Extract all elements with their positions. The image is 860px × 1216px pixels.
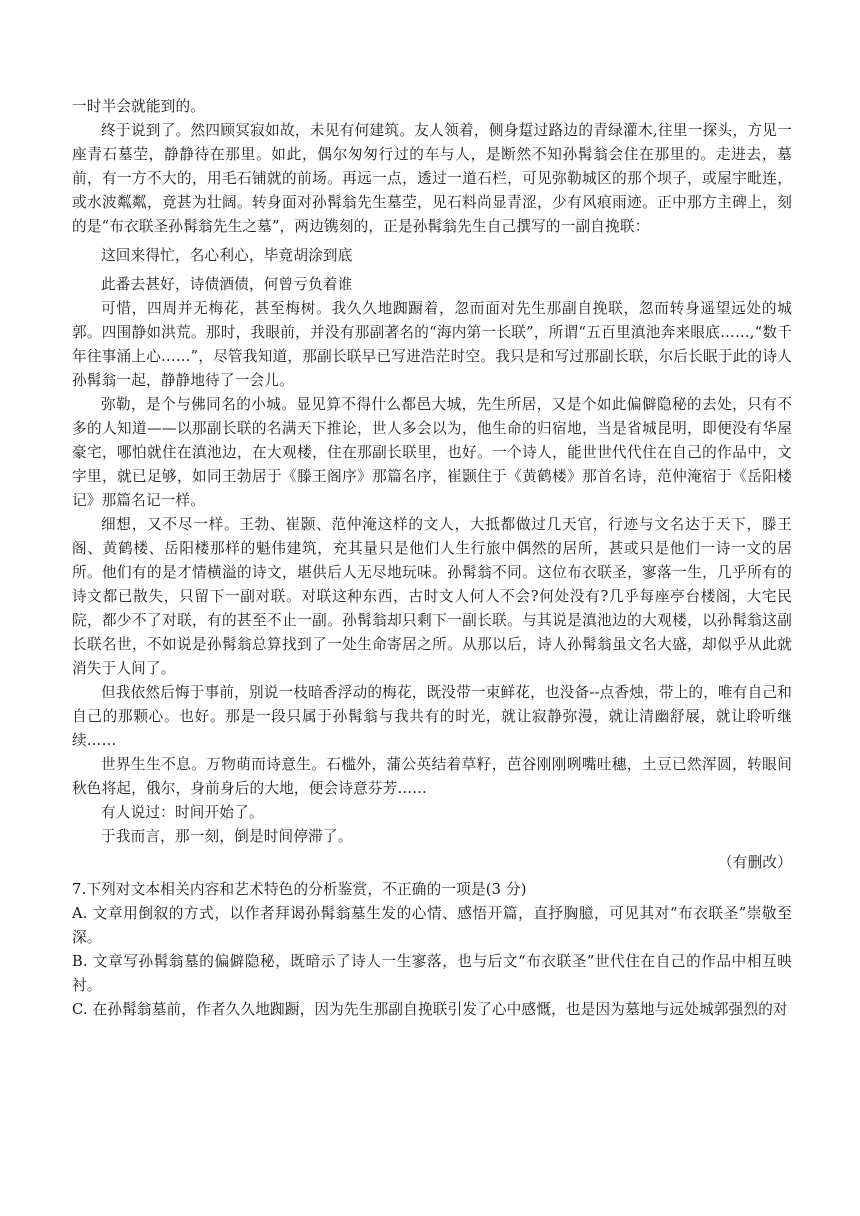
paragraph-poetic-world: 世界生生不息。万物萌而诗意生。石槛外，蒲公英结着草籽，芭谷刚刚咧嘴吐穗，土豆已然浑圆，转眼间秋色将起，俄尔，身前身后的大地，便会诗意芬芳…… [72,756,792,797]
couplet-line-2: 此番去甚好，诗债酒债，何曾亏负着谁 [101,276,353,293]
option-c: C. 在孙髯翁墓前，作者久久地踟蹰，因为先生那副自挽联引发了心中感慨，也是因为墓地与远处城郭强烈的对 [72,1001,788,1018]
paragraph-comparison: 细想，又不尽一样。王勃、崔颢、范仲淹这样的文人，大抵都做过几天官，行迹与文名达于天下，滕王阁、黄鹤楼、岳阳楼那样的魁伟建筑，充其量只是他们人生行旅中偶然的居所，甚或只是他们一诗一文的居所。他们有的是才情横溢的诗文，堪供后人无尽地玩味。孙髯翁不同。这位布衣联圣，寥落一生，几乎所有的诗文都已散失，只留下一副对联。对联这种东西，古时文人何人不会?何处没有?几乎每座亭台楼阁，大宅民院，都少不了对联，有的甚至不止一副。孙髯翁却只剩下一副长联。与其说是滇池边的大观楼，以孙髯翁这副长联名世，不如说是孙髯翁总算找到了一处生命寄居之所。从那以后，诗人孙髯翁虽文名大盛，却似乎从此就消失于人间了。 [72,516,792,677]
couplet-line-1: 这回来得忙，名心利心，毕竟胡涂到底 [101,247,353,264]
question-7-title: 7.下列对文本相关内容和艺术特色的分析鉴赏，不正确的一项是(3 分) [72,881,527,898]
option-b: B. 文章写孙髯翁墓的偏僻隐秘，既暗示了诗人一生寥落，也与后文“布衣联圣”世代住在自己的作品中相互映衬。 [72,953,792,994]
paragraph-mile-town: 弥勒，是个与佛同名的小城。显见算不得什么都邑大城，先生所居，又是个如此偏僻隐秘的去处，只有不多的人知道——以那副长联的名满天下推论，世人多会以为，他生命的归宿地，当是省城昆明，即便没有华屋豪宅，哪怕就住在滇池边，在大观楼，住在那副长联里，也好。一个诗人，能世世代代住在自己的作品中，文字里，就已足够，如同王勃居于《滕王阁序》那篇名序，崔颢住于《黄鹤楼》那首名诗，范仲淹宿于《岳阳楼记》那篇名记一样。 [72,396,792,509]
paragraph-no-plum: 可惜，四周并无梅花，甚至梅树。我久久地踟蹰着，忽而面对先生那副自挽联，忽而转身遥望远处的城郭。四围静如洪荒。那时，我眼前，并没有那副著名的“海内第一长联”，所谓“五百里滇池奔来眼底……,“数千年往事涌上心……”，尽管我知道，那副长联早已写进浩茫时空。我只是和写过那副长联，尔后长眠于此的诗人孙髯翁一起，静静地待了一会儿。 [72,300,792,389]
paragraph-tomb-arrival: 终于说到了。然四顾冥寂如故，未见有何建筑。友人领着，侧身踅过路边的青绿灌木,往里一探头，方见一座青石墓茔，静静待在那里。如此，偶尔匆匆行过的车与人，是断然不知孙髯翁会住在那里的。走进去，墓前，有一方不大的，用毛石铺就的前场。再远一点，透过一道石栏，可见弥勒城区的那个坝子，或屋宇毗连，或水波粼粼，竟甚为壮阔。转身面对孙髯翁先生墓茔，见石料尚显青涩，少有风痕雨迹。正中那方主碑上，刻的是“布衣联圣孙髯翁先生之墓”，两边镌刻的，正是孙髯翁先生自己撰写的一副自挽联： [72,122,792,235]
paragraph-regret: 但我依然后悔于事前，别说一枝暗香浮动的梅花，既没带一束鲜花，也没备--点香烛，带上的，唯有自己和自己的那颗心。也好。那是一段只属于孙髯翁与我共有的时光，就让寂静弥漫，就让清幽舒展，就让聆听继续…… [72,684,792,749]
edit-note: （有删改） [718,854,792,871]
paragraph-time-stopped: 于我而言，那一刻，倒是时间停滞了。 [101,828,353,845]
article-body [72,95,792,1022]
paragraph-time-began: 有人说过：时间开始了。 [101,804,264,821]
option-a: A. 文章用倒叙的方式，以作者拜谒孙髯翁墓生发的心情、感悟开篇，直抒胸臆，可见其对“布衣联圣”崇敬至深。 [72,905,792,946]
paragraph-continuation: 一时半会就能到的。 [72,98,206,115]
